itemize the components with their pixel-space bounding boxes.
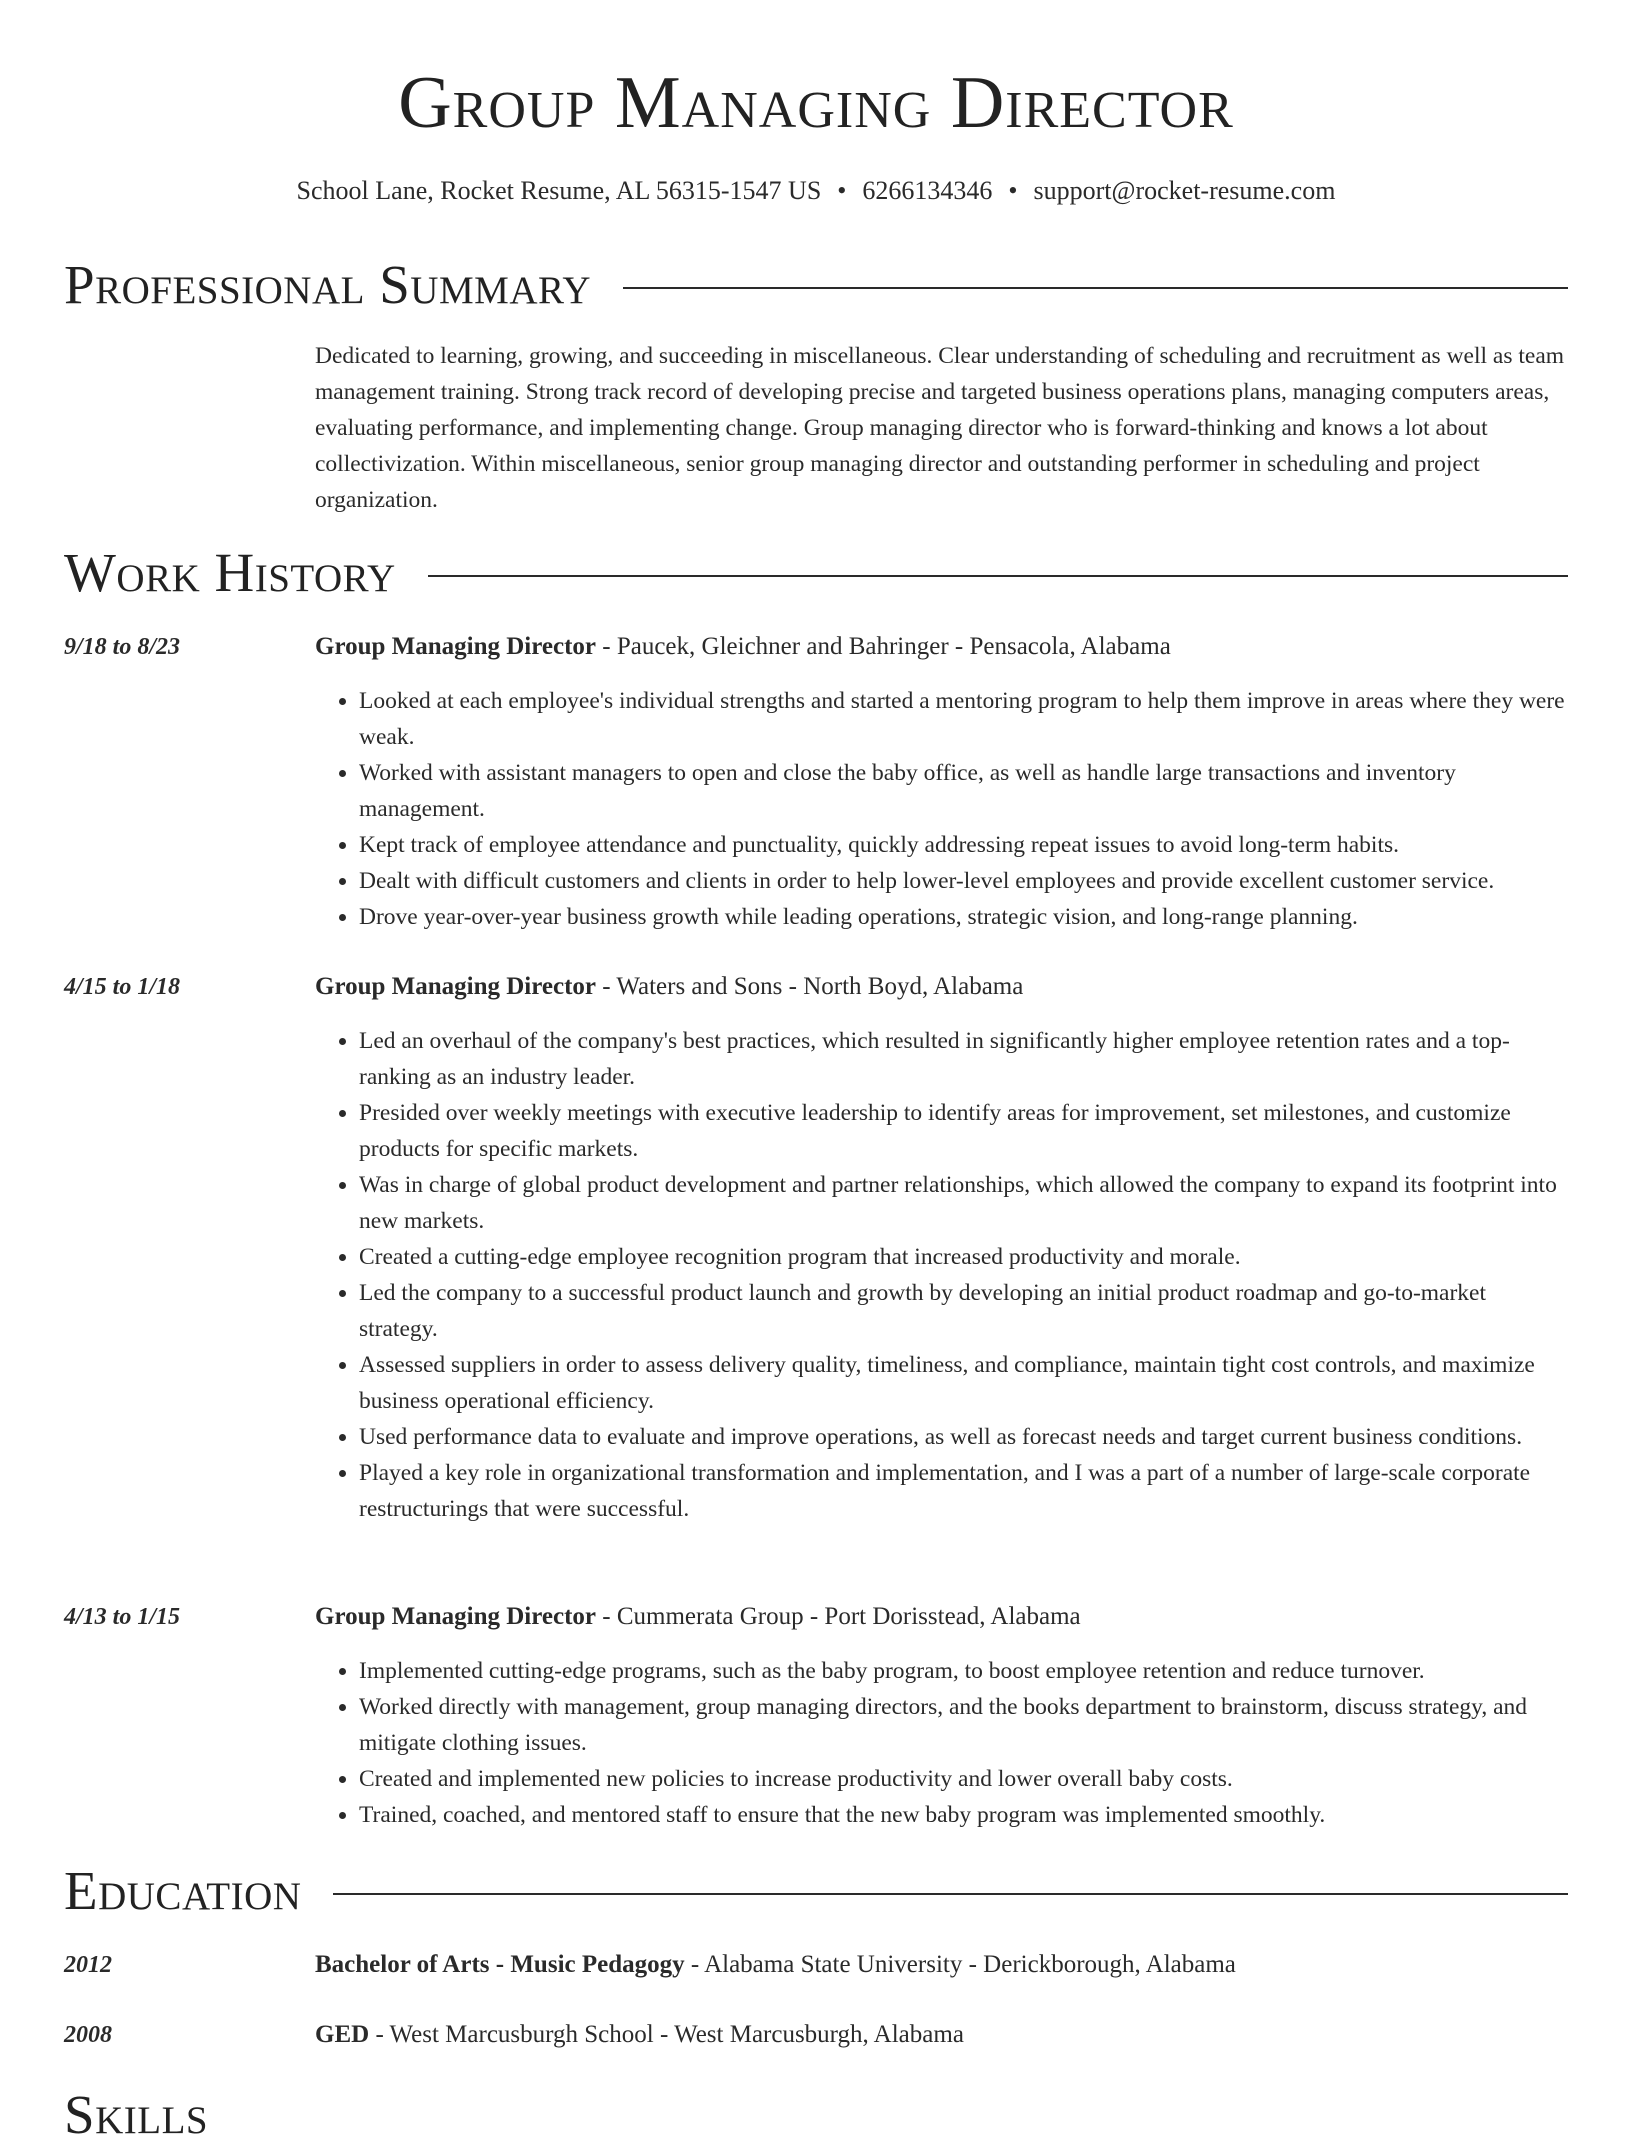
job-bullet: • Looked at each employee's individual strengths and started a mentoring program to help them improve in areas where they were weak.: [359, 683, 1568, 755]
job-bullet-list: [315, 683, 1568, 935]
resume-title: Group Managing Director: [398, 62, 1234, 144]
job-dates: 4/13 to 1/15: [64, 1604, 181, 1630]
section-title-summary: Professional Summary: [64, 254, 592, 315]
contact-address: School Lane, Rocket Resume, AL 56315-1547 US: [296, 176, 822, 205]
job-bullet: • Worked with assistant managers to open and close the baby office, as well as handle large transactions and inventory management.: [359, 755, 1568, 827]
section-header-summary: [64, 253, 1568, 317]
education-heading: [315, 2017, 964, 2053]
job-heading: [315, 969, 1023, 1005]
job-bullet: • Was in charge of global product development and partner relationships, which allowed the company to expand its footprint into new markets.: [359, 1167, 1568, 1239]
job-bullet-list: [315, 1023, 1568, 1527]
job-bullet-list: [315, 1653, 1568, 1833]
section-divider: [333, 1893, 1568, 1895]
job-details: - Paucek, Gleichner and Bahringer - Pensacola, Alabama: [596, 633, 1171, 660]
contact-line: [0, 174, 1632, 208]
section-header-education: [64, 1859, 1568, 1923]
job-title: Group Managing Director: [315, 633, 597, 660]
education-details: - West Marcusburgh School - West Marcusburgh, Alabama: [369, 2021, 964, 2048]
job-bullet: • Worked directly with management, group managing directors, and the books department to brainstorm, discuss strategy, and mitigate clothing issues.: [359, 1689, 1568, 1761]
job-heading: [315, 1599, 1081, 1635]
section-title-education: Education: [64, 1860, 302, 1921]
education-degree: Bachelor of Arts - Music Pedagogy: [315, 1951, 685, 1978]
contact-email: support@rocket-resume.com: [1033, 176, 1336, 205]
job-bullet: • Created a cutting-edge employee recognition program that increased productivity and morale.: [359, 1239, 1568, 1275]
job-details: - Waters and Sons - North Boyd, Alabama: [596, 973, 1024, 1000]
job-dates: 9/18 to 8/23: [64, 634, 181, 660]
job-bullet: • Led an overhaul of the company's best practices, which resulted in significantly higher employee retention rates and a top-ranking as an industry leader.: [359, 1023, 1568, 1095]
job-title: Group Managing Director: [315, 1603, 597, 1630]
separator-dot: •: [1008, 176, 1018, 205]
job-details: - Cummerata Group - Port Dorisstead, Alabama: [596, 1603, 1081, 1630]
job-dates: 4/15 to 1/18: [64, 974, 181, 1000]
section-title-skills: Skills: [64, 2084, 209, 2145]
separator-dot: •: [837, 176, 847, 205]
section-divider: [428, 575, 1568, 577]
job-bullet: • Implemented cutting-edge programs, such as the baby program, to boost employee retention and reduce turnover.: [359, 1653, 1568, 1689]
job-bullet: • Assessed suppliers in order to assess delivery quality, timeliness, and compliance, maintain tight cost controls, and maximize business operational efficiency.: [359, 1347, 1568, 1419]
education-year: 2008: [64, 2022, 112, 2048]
summary-text: Dedicated to learning, growing, and succeeding in miscellaneous. Clear understanding of scheduling and recruitment as well as team management training. Strong track record of developing precise and targeted business operations plans, managing computers areas, evaluating performance, and implementing change. Group managing director who is forward-thinking and knows a lot about collectivization. Within miscellaneous, senior group managing director and outstanding performer in scheduling and project organization.: [315, 343, 1565, 513]
section-divider: [623, 287, 1568, 289]
job-title: Group Managing Director: [315, 973, 597, 1000]
education-details: - Alabama State University - Derickborough, Alabama: [684, 1951, 1236, 1978]
section-title-work-history: Work History: [64, 542, 396, 603]
job-bullet: • Created and implemented new policies to increase productivity and lower overall baby costs.: [359, 1761, 1568, 1797]
job-bullet: • Kept track of employee attendance and punctuality, quickly addressing repeat issues to avoid long-term habits.: [359, 827, 1568, 863]
education-degree: GED: [315, 2021, 370, 2048]
job-bullet: • Drove year-over-year business growth while leading operations, strategic vision, and long-range planning.: [359, 899, 1568, 935]
job-heading: [315, 629, 1171, 665]
job-bullet: • Presided over weekly meetings with executive leadership to identify areas for improvement, set milestones, and customize products for specific markets.: [359, 1095, 1568, 1167]
job-bullet: • Used performance data to evaluate and improve operations, as well as forecast needs and target current business conditions.: [359, 1419, 1568, 1455]
education-year: 2012: [64, 1952, 112, 1978]
contact-phone: 6266134346: [862, 176, 993, 205]
job-bullet: • Trained, coached, and mentored staff to ensure that the new baby program was implemented smoothly.: [359, 1797, 1568, 1833]
job-bullet: • Led the company to a successful product launch and growth by developing an initial product roadmap and go-to-market strategy.: [359, 1275, 1568, 1347]
job-bullet: • Played a key role in organizational transformation and implementation, and I was a part of a number of large-scale corporate restructurings that were successful.: [359, 1455, 1568, 1527]
job-bullet: • Dealt with difficult customers and clients in order to help lower-level employees and provide excellent customer service.: [359, 863, 1568, 899]
section-header-work-history: [64, 541, 1568, 605]
education-heading: [315, 1947, 1236, 1983]
section-header-skills: [64, 2083, 1568, 2147]
